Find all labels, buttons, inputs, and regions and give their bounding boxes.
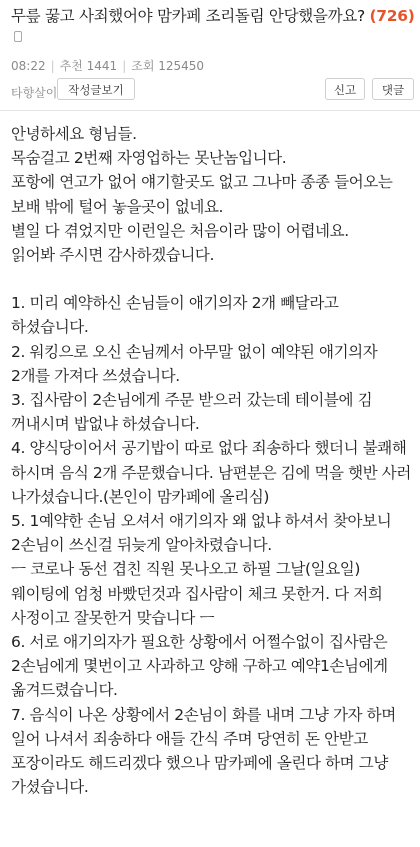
list-item: 1. 미리 예약하신 손님들이 애기의자 2개 빼달라고 하셨습니다. <box>11 294 339 337</box>
author-name[interactable]: 타향살이 <box>11 86 58 100</box>
body-line: 포항에 연고가 없어 얘기할곳도 없고 그나마 종종 들어오는 보배 밖에 털어 놓을곳이 없네요. <box>11 173 393 216</box>
post-body <box>11 122 415 799</box>
meta-divider: | <box>50 59 55 73</box>
recommend-count: 추천 1441 <box>59 59 118 73</box>
post-meta <box>11 57 204 74</box>
post-title-text: 무릎 꿇고 사죄했어야 맘카페 조리돌림 안당했을까요? <box>11 7 365 25</box>
body-line: 안녕하세요 형님들. <box>11 125 137 143</box>
list-item: 5. 1예약한 손님 오셔서 애기의자 왜 없냐 하셔서 찾아보니 2손님이 쓰신걸 뒤늦게 알아차렸습니다. <box>11 512 392 555</box>
list-item: ㅡ 코로나 동선 겹친 직원 못나오고 하필 그날(일요일) 웨이팅에 엄청 바빴던것과 집사람이 체크 못한거. 다 저희 사정이고 잘못한거 맞습니다 ㅡ <box>11 560 383 627</box>
report-button[interactable]: 신고 <box>325 78 365 100</box>
body-line: 별일 다 겪었지만 이런일은 처음이라 많이 어렵네요. <box>11 221 349 240</box>
post-time: 08:22 <box>11 59 46 73</box>
paragraph-gap <box>11 267 415 291</box>
post-title <box>11 6 416 46</box>
list-item: 2. 워킹으로 오신 손님께서 아무말 없이 예약된 애기의자 2개를 가져다 쓰셨습니다. <box>11 342 378 385</box>
comment-count[interactable]: (726) <box>369 7 415 25</box>
list-item: 3. 집사람이 2손님에게 주문 받으러 갔는데 테이블에 김 꺼내시며 밥없냐 하셨습니다. <box>11 391 373 434</box>
meta-divider: | <box>122 59 127 73</box>
list-item: 7. 음식이 나온 상황에서 2손님이 화를 내며 그냥 가자 하며 일어 나셔서 죄송하다 애들 간식 주며 당연히 돈 안받고 포장이라도 해드리겠다 했으나 맘카페에 올린다 하며 그냥 가셨습니다. <box>11 705 396 797</box>
body-line: 목숨걸고 2번째 자영업하는 못난놈입니다. <box>11 149 287 168</box>
comment-button[interactable]: 댓글 <box>372 78 414 100</box>
author-posts-button[interactable]: 작성글보기 <box>57 78 135 100</box>
header-divider <box>0 110 420 111</box>
list-item: 4. 양식당이어서 공기밥이 따로 없다 죄송하다 했더니 불쾌해 하시며 음식 2개 주문했습니다. 남편분은 김에 먹을 햇반 사러 나가셨습니다.(본인이 맘카페에 올리심) <box>11 439 411 506</box>
view-count: 조회 125450 <box>131 59 205 73</box>
mobile-phone-icon <box>14 31 22 42</box>
body-line: 읽어봐 주시면 감사하겠습니다. <box>11 246 215 265</box>
list-item: 6. 서로 애기의자가 필요한 상황에서 어쩔수없이 집사람은 2손님에게 몇번이고 사과하고 양해 구하고 예약1손님에게 옮겨드렸습니다. <box>11 633 388 700</box>
